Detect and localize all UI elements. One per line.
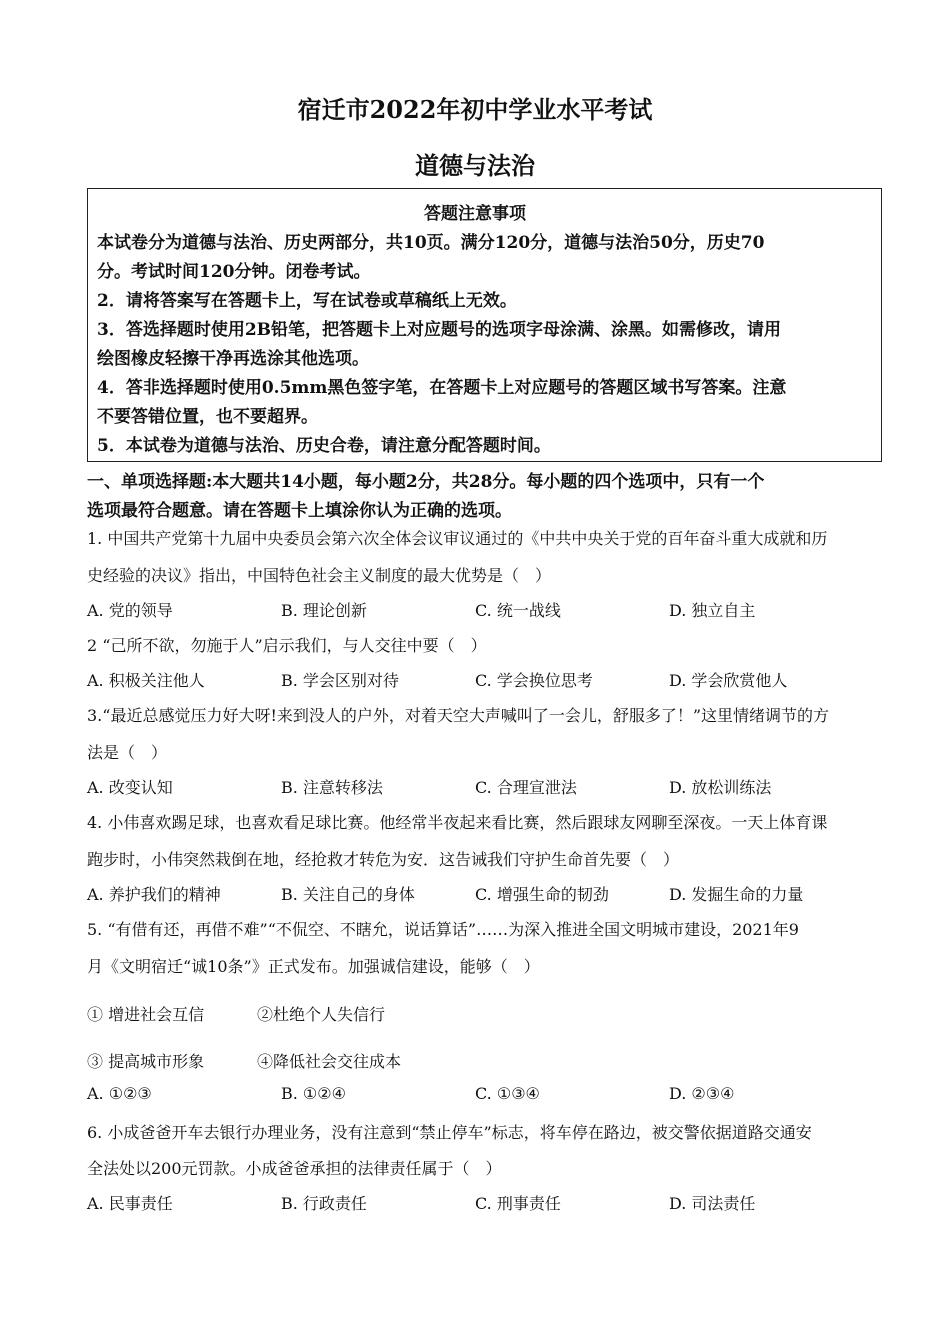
- q2-option-c: C. 学会换位思考: [475, 671, 593, 690]
- question-2-text: 2 “己所不欲，勿施于人”启示我们，与人交往中要（ ）: [87, 636, 487, 655]
- notice-line: 4．答非选择题时使用0.5mm黑色签字笔，在答题卡上对应题号的答题区域书写答案。注意: [97, 378, 787, 398]
- q2-option-d: D. 学会欣赏他人: [669, 671, 788, 690]
- q5-option-d: D. ②③④: [669, 1084, 735, 1103]
- q6-option-a: A. 民事责任: [87, 1194, 173, 1213]
- q3-option-b: B. 注意转移法: [281, 778, 383, 797]
- q6-option-b: B. 行政责任: [281, 1194, 367, 1213]
- notice-line: 分。考试时间120分钟。闭卷考试。: [97, 262, 371, 282]
- q3-option-c: C. 合理宣泄法: [475, 778, 577, 797]
- question-1-text: 史经验的决议》指出，中国特色社会主义制度的最大优势是（ ）: [87, 566, 552, 585]
- q4-option-a: A. 养护我们的精神: [87, 885, 221, 904]
- q4-option-b: B. 关注自己的身体: [281, 885, 415, 904]
- q3-option-d: D. 放松训练法: [669, 778, 772, 797]
- q6-option-d: D. 司法责任: [669, 1194, 756, 1213]
- q1-option-b: B. 理论创新: [281, 601, 367, 620]
- q1-option-d: D. 独立自主: [669, 601, 756, 620]
- subject-title: 道德与法治: [415, 151, 535, 180]
- section-heading: 一、单项选择题:本大题共14小题，每小题2分，共28分。每小题的四个选项中，只有一个: [87, 472, 765, 492]
- q5-item-1: ① 增进社会互信: [87, 1005, 205, 1024]
- section-heading: 选项最符合题意。请在答题卡上填涂你认为正确的选项。: [87, 501, 512, 521]
- q4-option-d: D. 发掘生命的力量: [669, 885, 804, 904]
- q1-option-c: C. 统一战线: [475, 601, 561, 620]
- q1-option-a: A. 党的领导: [87, 601, 173, 620]
- q5-item-2: ②杜绝个人失信行: [257, 1005, 386, 1024]
- question-3-text: 3.“最近总感觉压力好大呀!来到没人的户外，对着天空大声喊叫了一会儿，舒服多了！”这里情绪调节的方: [87, 706, 830, 725]
- question-6-text: 6. 小成爸爸开车去银行办理业务，没有注意到“禁止停车”标志，将车停在路边，被交警依据道路交通安: [87, 1123, 812, 1142]
- question-4-text: 4. 小伟喜欢踢足球，也喜欢看足球比赛。他经常半夜起来看比赛，然后跟球友网聊至深夜。一天上体育课: [87, 813, 828, 832]
- notice-line: 绘图橡皮轻擦干净再选涂其他选项。: [97, 349, 369, 369]
- q5-option-c: C. ①③④: [475, 1084, 540, 1103]
- question-6-text: 全法处以200元罚款。小成爸爸承担的法律责任属于（ ）: [87, 1159, 502, 1178]
- q5-option-a: A. ①②③: [87, 1084, 152, 1103]
- question-4-text: 跑步时，小伟突然栽倒在地，经抢救才转危为安．这告诫我们守护生命首先要（ ）: [87, 850, 680, 869]
- notice-line: 不要答错位置，也不要超界。: [97, 407, 318, 427]
- notice-line: 本试卷分为道德与法治、历史两部分，共10页。满分120分，道德与法治50分，历史70: [97, 233, 765, 253]
- q4-option-c: C. 增强生命的韧劲: [475, 885, 609, 904]
- q2-option-b: B. 学会区别对待: [281, 671, 399, 690]
- q5-item-4: ④降低社会交往成本: [257, 1052, 402, 1071]
- notice-line: 2．请将答案写在答题卡上，写在试卷或草稿纸上无效。: [97, 291, 517, 311]
- q2-option-a: A. 积极关注他人: [87, 671, 205, 690]
- question-3-text: 法是（ ）: [87, 743, 168, 762]
- question-5-text: 月《文明宿迁“诚10条”》正式发布。加强诚信建设，能够（ ）: [87, 957, 540, 976]
- q5-option-b: B. ①②④: [281, 1084, 346, 1103]
- question-1-text: 1. 中国共产党第十九届中央委员会第六次全体会议审议通过的《中共中央关于党的百年奋斗重大成就和历: [87, 529, 828, 548]
- q6-option-c: C. 刑事责任: [475, 1194, 561, 1213]
- q3-option-a: A. 改变认知: [87, 778, 173, 797]
- notice-line: 5．本试卷为道德与法治、历史合卷，请注意分配答题时间。: [97, 436, 551, 456]
- exam-title: 宿迁市2022年初中学业水平考试: [297, 95, 653, 124]
- question-5-text: 5. “有借有还，再借不难”“不侃空、不瞎允，说话算话”……为深入推进全国文明城市建设，2021年9: [87, 920, 799, 939]
- notice-line: 3．答选择题时使用2B铅笔，把答题卡上对应题号的选项字母涂满、涂黑。如需修改，请用: [97, 320, 782, 340]
- notice-heading: 答题注意事项: [424, 204, 526, 224]
- q5-item-3: ③ 提高城市形象: [87, 1052, 205, 1071]
